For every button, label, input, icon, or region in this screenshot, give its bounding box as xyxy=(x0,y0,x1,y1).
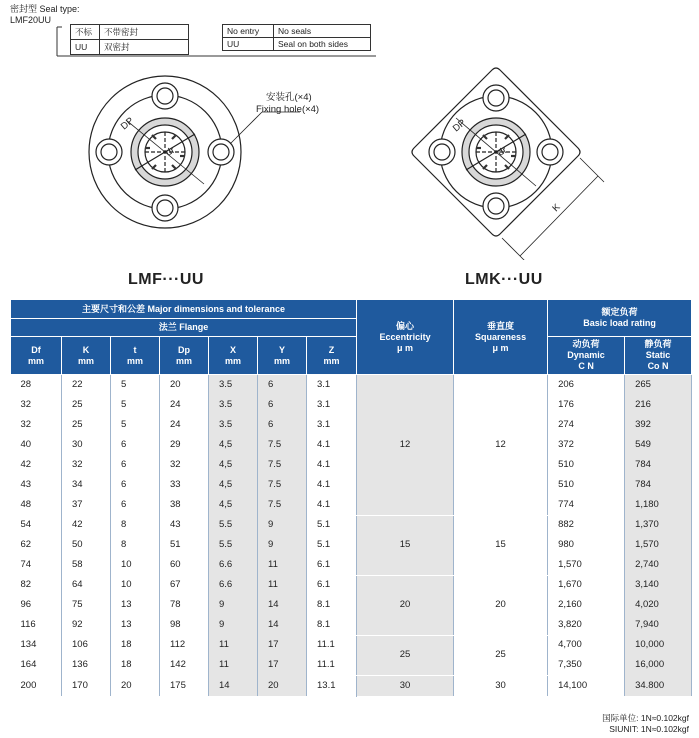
table-cell: 7,940 xyxy=(625,615,692,635)
table-cell: 3,820 xyxy=(548,615,625,635)
seal-cell: 不标 xyxy=(71,25,100,40)
header-static: 静负荷 Static Co N xyxy=(625,337,692,375)
table-cell: 14,100 xyxy=(548,675,625,696)
table-cell: 200 xyxy=(11,675,62,696)
table-cell: 43 xyxy=(11,475,62,495)
table-cell: 4.1 xyxy=(307,495,357,515)
table-cell: 3.1 xyxy=(307,395,357,415)
table-cell: 37 xyxy=(62,495,111,515)
table-cell: 32 xyxy=(160,455,209,475)
table-cell: 372 xyxy=(548,435,625,455)
column-header-y xyxy=(258,337,307,375)
table-cell: 11.1 xyxy=(307,655,357,675)
column-header-t xyxy=(111,337,160,375)
table-cell: 6 xyxy=(111,475,160,495)
table-cell: 14 xyxy=(258,595,307,615)
table-cell: 6.1 xyxy=(307,555,357,575)
header-major: 主要尺寸和公差 Major dimensions and tolerance xyxy=(11,300,357,319)
table-cell: 6.1 xyxy=(307,575,357,595)
table-cell: 98 xyxy=(160,615,209,635)
seal-cell: UU xyxy=(223,38,274,51)
header-row xyxy=(11,300,692,319)
seal-cell: 不带密封 xyxy=(100,25,189,40)
table-cell: 22 xyxy=(62,375,111,396)
table-cell: 175 xyxy=(160,675,209,696)
table-cell: 4,5 xyxy=(209,475,258,495)
dr-label-right: dr xyxy=(496,144,509,159)
table-cell: 4,020 xyxy=(625,595,692,615)
table-cell: 170 xyxy=(62,675,111,696)
lmk-square-flange-drawing xyxy=(412,68,604,260)
lmf-caption: LMF···UU xyxy=(128,271,204,288)
table-cell: 4.1 xyxy=(307,455,357,475)
column-header-x xyxy=(209,337,258,375)
k-label: K xyxy=(550,201,563,215)
header-row xyxy=(11,337,692,375)
table-cell: 774 xyxy=(548,495,625,515)
column-symbol: Dp xyxy=(178,344,190,355)
table-row xyxy=(11,575,692,595)
table-cell: 42 xyxy=(62,515,111,535)
table-row xyxy=(11,555,692,575)
table-cell: 1,670 xyxy=(548,575,625,595)
table-cell: 274 xyxy=(548,415,625,435)
table-cell: 3,140 xyxy=(625,575,692,595)
table-cell: 980 xyxy=(548,535,625,555)
table-cell: 30 xyxy=(62,435,111,455)
table-cell: 50 xyxy=(62,535,111,555)
table-cell: 32 xyxy=(11,395,62,415)
table-cell: 216 xyxy=(625,395,692,415)
table-cell: 20 xyxy=(111,675,160,696)
table-cell: 62 xyxy=(11,535,62,555)
lmk-caption: LMK···UU xyxy=(465,271,543,288)
footer-unit-cn: 国际单位: 1N≈0.102kgf xyxy=(602,713,689,723)
table-cell: 18 xyxy=(111,655,160,675)
table-cell: 549 xyxy=(625,435,692,455)
column-symbol: Y xyxy=(278,344,285,355)
table-cell: 10,000 xyxy=(625,635,692,655)
column-unit: mm xyxy=(224,355,241,366)
table-cell: 5.1 xyxy=(307,515,357,535)
table-cell: 17 xyxy=(258,635,307,655)
table-cell: 32 xyxy=(62,455,111,475)
table-cell: 51 xyxy=(160,535,209,555)
table-row xyxy=(11,615,692,635)
table-cell: 8 xyxy=(111,515,160,535)
table-cell: 9 xyxy=(209,595,258,615)
column-unit: mm xyxy=(126,355,143,366)
header-flange: 法兰 Flange xyxy=(11,319,357,337)
table-cell: 10 xyxy=(111,575,160,595)
table-cell: 32 xyxy=(11,415,62,435)
table-cell: 75 xyxy=(62,595,111,615)
table-cell: 5 xyxy=(111,395,160,415)
seal-row xyxy=(223,25,371,38)
column-symbol: X xyxy=(229,344,236,355)
table-row xyxy=(11,395,692,415)
header-eccentricity: 偏心 Eccentricity μ m xyxy=(357,300,454,375)
dimension-table xyxy=(10,299,692,697)
table-cell: 13 xyxy=(111,615,160,635)
table-cell: 9 xyxy=(258,515,307,535)
table-cell: 25 xyxy=(62,415,111,435)
table-cell: 4,5 xyxy=(209,435,258,455)
seal-type-title: 密封型 Seal type: xyxy=(10,4,80,14)
table-cell: 5.5 xyxy=(209,515,258,535)
table-cell: 10 xyxy=(111,555,160,575)
seal-cell: No entry xyxy=(223,25,274,38)
table-cell: 6 xyxy=(258,395,307,415)
table-row xyxy=(11,655,692,675)
eccentricity-cell: 20 xyxy=(357,575,454,635)
table-row xyxy=(11,495,692,515)
table-cell: 8.1 xyxy=(307,595,357,615)
table-cell: 54 xyxy=(11,515,62,535)
table-cell: 7.5 xyxy=(258,495,307,515)
table-row xyxy=(11,515,692,535)
table-cell: 5 xyxy=(111,375,160,396)
table-cell: 13 xyxy=(111,595,160,615)
seal-row xyxy=(71,25,189,40)
table-cell: 392 xyxy=(625,415,692,435)
table-cell: 13.1 xyxy=(307,675,357,696)
table-cell: 11 xyxy=(209,655,258,675)
eccentricity-cell: 15 xyxy=(357,515,454,575)
table-cell: 176 xyxy=(548,395,625,415)
table-cell: 11 xyxy=(209,635,258,655)
seal-table-cn xyxy=(70,24,189,55)
table-cell: 510 xyxy=(548,455,625,475)
table-cell: 24 xyxy=(160,415,209,435)
table-cell: 78 xyxy=(160,595,209,615)
table-cell: 43 xyxy=(160,515,209,535)
table-cell: 14 xyxy=(258,615,307,635)
squareness-cell: 12 xyxy=(454,375,548,516)
column-unit: mm xyxy=(175,355,192,366)
seal-type-code: LMF20UU xyxy=(10,15,52,25)
seal-cell: Seal on both sides xyxy=(274,38,371,51)
table-cell: 1,570 xyxy=(625,535,692,555)
table-cell: 136 xyxy=(62,655,111,675)
table-cell: 58 xyxy=(62,555,111,575)
table-cell: 25 xyxy=(62,395,111,415)
table-cell: 1,180 xyxy=(625,495,692,515)
table-cell: 34 xyxy=(62,475,111,495)
table-cell: 16,000 xyxy=(625,655,692,675)
table-cell: 3.5 xyxy=(209,375,258,396)
table-cell: 5.5 xyxy=(209,535,258,555)
table-cell: 265 xyxy=(625,375,692,396)
table-cell: 3.1 xyxy=(307,415,357,435)
table-cell: 510 xyxy=(548,475,625,495)
table-cell: 206 xyxy=(548,375,625,396)
flange-diagrams xyxy=(0,60,699,260)
table-cell: 784 xyxy=(625,455,692,475)
table-cell: 3.5 xyxy=(209,395,258,415)
table-cell: 92 xyxy=(62,615,111,635)
column-header-dp xyxy=(160,337,209,375)
header-squareness: 垂直度 Squareness μ m xyxy=(454,300,548,375)
table-cell: 1,370 xyxy=(625,515,692,535)
column-unit: mm xyxy=(323,355,340,366)
table-row xyxy=(11,435,692,455)
table-cell: 34.800 xyxy=(625,675,692,696)
table-cell: 28 xyxy=(11,375,62,396)
column-symbol: Z xyxy=(328,344,335,355)
table-cell: 38 xyxy=(160,495,209,515)
seal-row xyxy=(223,38,371,51)
table-cell: 4,5 xyxy=(209,455,258,475)
table-cell: 9 xyxy=(258,535,307,555)
table-row xyxy=(11,635,692,655)
table-cell: 5 xyxy=(111,415,160,435)
table-cell: 11 xyxy=(258,575,307,595)
column-unit: mm xyxy=(27,355,44,366)
table-row xyxy=(11,455,692,475)
table-row xyxy=(11,675,692,696)
table-cell: 40 xyxy=(11,435,62,455)
table-cell: 7,350 xyxy=(548,655,625,675)
table-cell: 106 xyxy=(62,635,111,655)
squareness-cell: 20 xyxy=(454,575,548,635)
header-dynamic: 动负荷 Dynamic C N xyxy=(548,337,625,375)
column-symbol: K xyxy=(82,344,90,355)
table-cell: 116 xyxy=(11,615,62,635)
table-cell: 5.1 xyxy=(307,535,357,555)
table-cell: 6.6 xyxy=(209,575,258,595)
table-cell: 6.6 xyxy=(209,555,258,575)
table-cell: 82 xyxy=(11,575,62,595)
table-cell: 2,740 xyxy=(625,555,692,575)
table-cell: 3.1 xyxy=(307,375,357,396)
table-cell: 6 xyxy=(258,375,307,396)
column-unit: mm xyxy=(273,355,290,366)
table-cell: 164 xyxy=(11,655,62,675)
table-cell: 11 xyxy=(258,555,307,575)
fixing-hole-label-cn: 安装孔(×4) xyxy=(266,92,312,103)
table-cell: 20 xyxy=(258,675,307,696)
table-cell: 60 xyxy=(160,555,209,575)
squareness-cell: 15 xyxy=(454,515,548,575)
table-cell: 8 xyxy=(111,535,160,555)
table-row xyxy=(11,475,692,495)
table-cell: 7.5 xyxy=(258,475,307,495)
fixing-hole-label-en: Fixing hole(×4) xyxy=(256,104,320,115)
dp-label-left: DP xyxy=(118,115,137,133)
table-cell: 7.5 xyxy=(258,435,307,455)
table-cell: 112 xyxy=(160,635,209,655)
table-cell: 1,570 xyxy=(548,555,625,575)
column-symbol: t xyxy=(133,344,137,355)
table-cell: 11.1 xyxy=(307,635,357,655)
eccentricity-cell: 25 xyxy=(357,635,454,675)
squareness-cell: 30 xyxy=(454,675,548,696)
table-cell: 48 xyxy=(11,495,62,515)
squareness-cell: 25 xyxy=(454,635,548,675)
table-cell: 29 xyxy=(160,435,209,455)
table-cell: 14 xyxy=(209,675,258,696)
table-cell: 2,160 xyxy=(548,595,625,615)
table-cell: 4,700 xyxy=(548,635,625,655)
eccentricity-cell: 30 xyxy=(357,675,454,696)
seal-cell: UU xyxy=(71,40,100,55)
column-header-z xyxy=(307,337,357,375)
table-cell: 4,5 xyxy=(209,495,258,515)
eccentricity-cell: 12 xyxy=(357,375,454,516)
table-cell: 134 xyxy=(11,635,62,655)
column-header-df xyxy=(11,337,62,375)
table-cell: 42 xyxy=(11,455,62,475)
table-cell: 33 xyxy=(160,475,209,495)
table-cell: 6 xyxy=(111,435,160,455)
table-cell: 96 xyxy=(11,595,62,615)
table-cell: 17 xyxy=(258,655,307,675)
seal-cell: No seals xyxy=(274,25,371,38)
table-row xyxy=(11,535,692,555)
seal-row xyxy=(71,40,189,55)
column-header-k xyxy=(62,337,111,375)
table-cell: 6 xyxy=(111,455,160,475)
table-cell: 7.5 xyxy=(258,455,307,475)
table-cell: 3.5 xyxy=(209,415,258,435)
table-cell: 9 xyxy=(209,615,258,635)
table-cell: 74 xyxy=(11,555,62,575)
table-cell: 784 xyxy=(625,475,692,495)
column-symbol: Df xyxy=(31,344,41,355)
table-cell: 24 xyxy=(160,395,209,415)
header-load-rating: 额定负荷 Basic load rating xyxy=(548,300,692,337)
table-cell: 4.1 xyxy=(307,475,357,495)
dp-label-right: DP xyxy=(450,117,469,135)
table-cell: 4.1 xyxy=(307,435,357,455)
table-cell: 6 xyxy=(258,415,307,435)
table-row xyxy=(11,415,692,435)
seal-table-en xyxy=(222,24,371,51)
table-row xyxy=(11,595,692,615)
column-unit: mm xyxy=(77,355,94,366)
dr-label-left: dr xyxy=(164,144,177,159)
seal-cell: 双密封 xyxy=(100,40,189,55)
table-cell: 8.1 xyxy=(307,615,357,635)
footer-unit-en: SIUNIT: 1N≈0.102kgf xyxy=(609,724,689,734)
table-cell: 142 xyxy=(160,655,209,675)
table-cell: 67 xyxy=(160,575,209,595)
table-cell: 882 xyxy=(548,515,625,535)
table-cell: 6 xyxy=(111,495,160,515)
table-cell: 18 xyxy=(111,635,160,655)
table-row xyxy=(11,375,692,396)
table-cell: 64 xyxy=(62,575,111,595)
table-cell: 20 xyxy=(160,375,209,396)
